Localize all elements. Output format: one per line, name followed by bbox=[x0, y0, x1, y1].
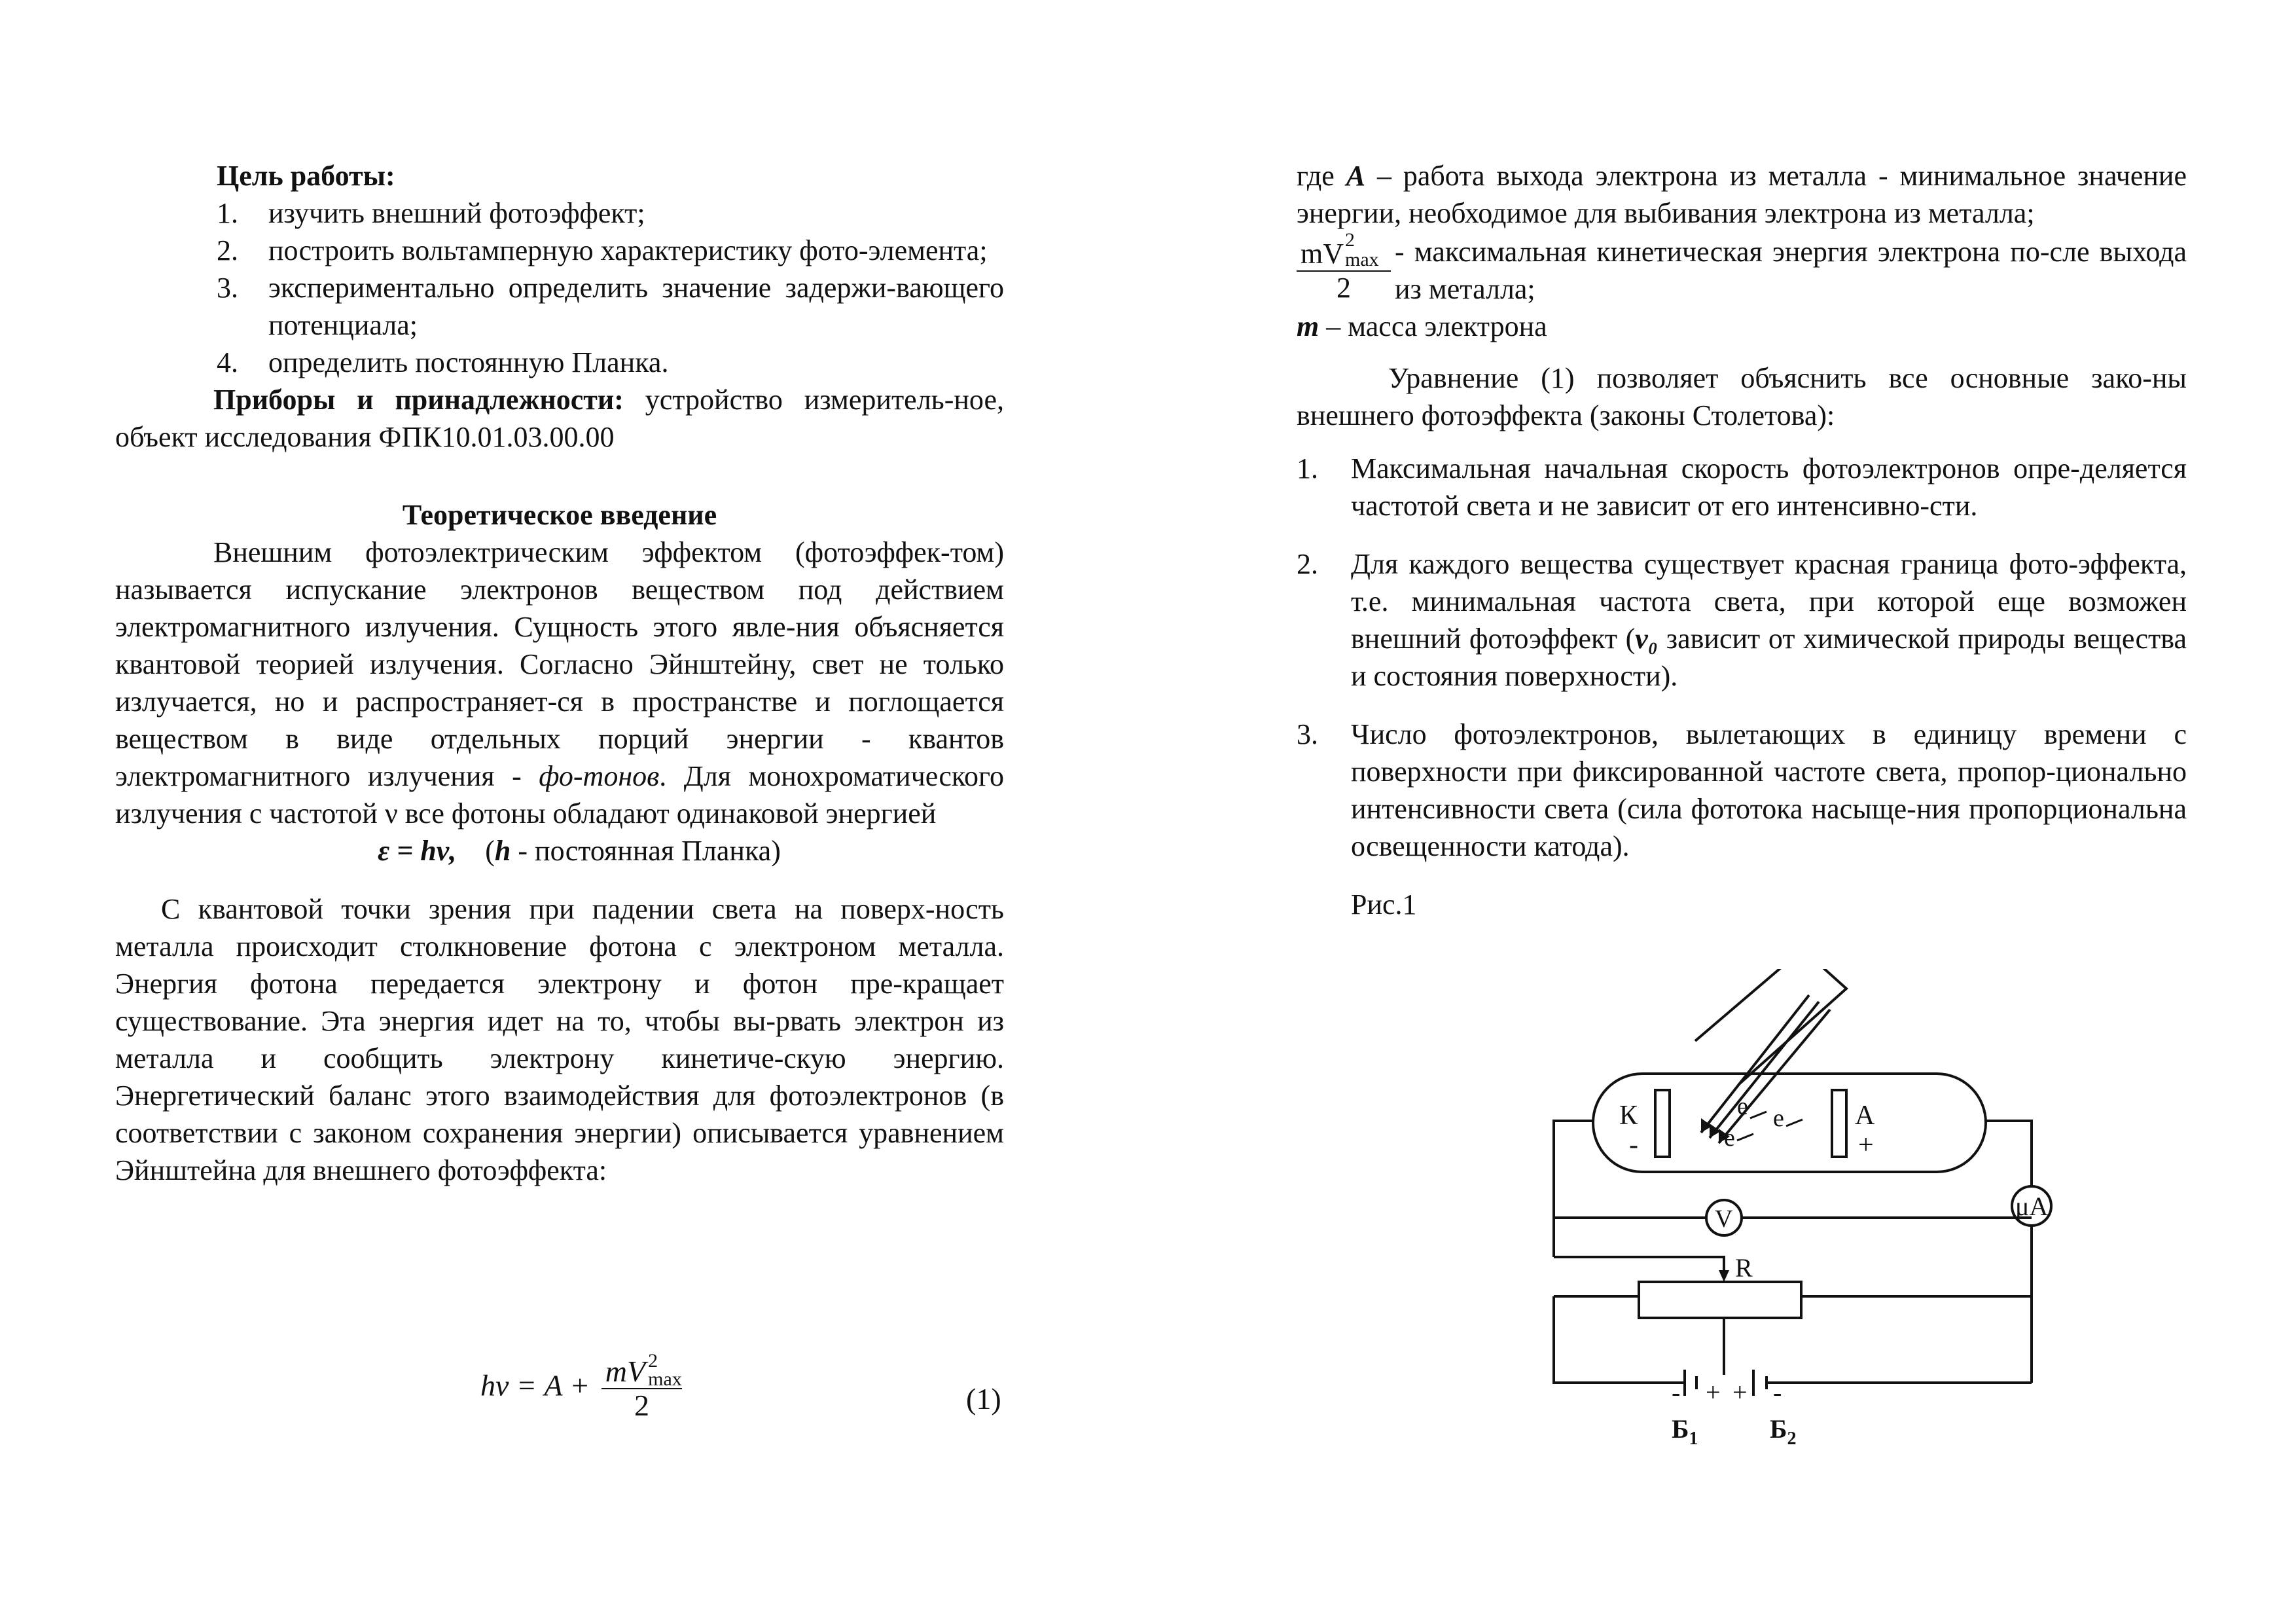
goal-text: экспериментально определить значение задержи-вающего потенциала; bbox=[268, 272, 1004, 341]
rheostat bbox=[1639, 1282, 1801, 1318]
law-number: 1. bbox=[1297, 452, 1318, 484]
mass-paragraph bbox=[1297, 308, 2187, 345]
battery1-minus: - bbox=[1672, 1377, 1681, 1407]
section-title: Теоретическое введение bbox=[402, 499, 717, 531]
list-item bbox=[115, 194, 1004, 232]
photoeffect-circuit-diagram bbox=[1148, 969, 2296, 1480]
law-number: 2. bbox=[1297, 548, 1318, 580]
goal-text: определить постоянную Планка. bbox=[268, 346, 669, 378]
goal-text: изучить внешний фотоэффект; bbox=[268, 197, 645, 229]
fraction-sub: max bbox=[648, 1368, 682, 1390]
eps-formula: ε = hν, bbox=[378, 835, 457, 867]
mass-text: – масса электрона bbox=[1319, 310, 1547, 342]
electron-arrow-icon bbox=[1737, 1134, 1753, 1140]
wire-left-top bbox=[1554, 1121, 1593, 1203]
resistor-label: R bbox=[1735, 1253, 1753, 1283]
electron-arrow-icon bbox=[1786, 1120, 1803, 1126]
law-text-b: зависит от химической природы вещества и состояния поверхности). bbox=[1351, 623, 2187, 692]
kinetic-denominator: 2 bbox=[1336, 271, 1351, 304]
collision-paragraph: С квантовой точки зрения при падении света на поверх-ность металла происходит столкновение фотона с электроном металла. Энергия фотона передается электрону и фотон пре-кращает существование. Эта энергия идет на то, чтобы вы-рвать электрон из металла и сообщить электрону кинетиче-скую энергию. Энергетический баланс этого взаимодействия для фотоэлектронов (в соответствии с законом сохранения энергии) описывается уравнением Эйнштейна для внешнего фотоэффекта: bbox=[115, 893, 1004, 1186]
anode-plate bbox=[1832, 1090, 1846, 1157]
kinetic-mv: mV bbox=[1300, 237, 1344, 270]
battery2-label bbox=[1770, 1414, 1796, 1449]
slider-arrow-icon bbox=[1719, 1270, 1729, 1282]
list-item bbox=[115, 344, 1004, 381]
goal-number: 2. bbox=[217, 234, 238, 266]
list-item bbox=[115, 232, 1004, 269]
goal-heading: Цель работы: bbox=[217, 160, 395, 192]
equipment-text: устройство измеритель-ное, объект исследования ФПК10.01.03.00.00 bbox=[115, 384, 1004, 453]
goal-text: построить вольтамперную характеристику фото-элемента; bbox=[268, 234, 988, 266]
voltmeter-label: V bbox=[1715, 1205, 1733, 1233]
battery2-subscript: 2 bbox=[1787, 1429, 1797, 1449]
battery1-letter: Б bbox=[1672, 1414, 1689, 1444]
anode-sign: + bbox=[1858, 1130, 1874, 1160]
intro-text-cont: . Для монохроматического излучения с частотой ν все фотоны обладают одинаковой энергией bbox=[115, 760, 1004, 830]
photocell-bulb bbox=[1593, 1074, 1986, 1172]
goal-number: 3. bbox=[217, 272, 238, 304]
battery2-minus: - bbox=[1773, 1377, 1782, 1407]
equation-number: (1) bbox=[966, 1382, 1001, 1415]
kinetic-numerator bbox=[1297, 228, 1391, 272]
work-function-symbol: A bbox=[1346, 160, 1366, 192]
photon-energy-formula: ε = hν, (h - постоянная Планка) bbox=[378, 835, 781, 867]
law-text: Максимальная начальная скорость фотоэлектронов опре-деляется частотой света и не зависит от его интенсивно-сти. bbox=[1351, 452, 2187, 522]
battery1-plus: + bbox=[1706, 1377, 1721, 1407]
photons-term: фо-тонов bbox=[539, 760, 660, 792]
battery1-label bbox=[1672, 1414, 1698, 1449]
list-item bbox=[1297, 545, 2187, 695]
law-number: 3. bbox=[1297, 718, 1318, 750]
planck-symbol: h bbox=[494, 835, 511, 867]
kinetic-sub: max bbox=[1345, 248, 1379, 270]
cathode-sign: - bbox=[1629, 1130, 1638, 1160]
kinetic-sup: 2 bbox=[1345, 228, 1355, 251]
einstein-equation bbox=[480, 1350, 686, 1422]
battery2-plus: + bbox=[1732, 1377, 1748, 1407]
goals-list bbox=[115, 194, 1004, 381]
law-text-a: Для каждого вещества существует красная граница фото-эффекта, т.е. минимальная частота света, при которой еще возможен внешний фотоэффект ( bbox=[1351, 548, 2187, 655]
electron-label: e bbox=[1737, 1093, 1748, 1120]
stoletov-intro: Уравнение (1) позволяет объяснить все основные зако-ны внешнего фотоэффекта (законы Столетова): bbox=[1297, 362, 2187, 431]
goal-number: 4. bbox=[217, 346, 238, 378]
red-limit-symbol: ν₀ bbox=[1635, 623, 1659, 655]
fraction-denominator: 2 bbox=[634, 1389, 649, 1422]
wire-slider bbox=[1554, 1257, 1724, 1277]
goal-number: 1. bbox=[217, 197, 238, 229]
microammeter-label: μA bbox=[2015, 1192, 2049, 1221]
wire-right-top bbox=[1986, 1121, 2032, 1186]
kinetic-text: - максимальная кинетическая энергия электрона по-сле выхода из металла; bbox=[1395, 236, 2187, 305]
electron-arrow-icon bbox=[1750, 1112, 1767, 1118]
list-item bbox=[115, 269, 1004, 344]
list-item bbox=[1297, 716, 2187, 865]
electron-label: e bbox=[1724, 1124, 1735, 1152]
planck-note: - постоянная Планка) bbox=[511, 835, 781, 867]
equipment-paragraph bbox=[115, 381, 1004, 456]
equation-lhs: hν = A + bbox=[480, 1368, 590, 1402]
fraction-numerator bbox=[601, 1350, 682, 1390]
work-function-text: – работа выхода электрона из металла - минимальное значение энергии, необходимое для выбивания электрона из металла; bbox=[1297, 160, 2187, 229]
mass-symbol: m bbox=[1297, 310, 1319, 342]
anode-label: А bbox=[1855, 1101, 1875, 1131]
left-column bbox=[115, 157, 1004, 1189]
cathode-plate bbox=[1655, 1090, 1670, 1157]
light-ray bbox=[1701, 995, 1809, 1133]
fraction-sup: 2 bbox=[648, 1350, 658, 1372]
law-text: Число фотоэлектронов, вылетающих в единицу времени с поверхности при фиксированной частоте света, пропор-ционально интенсивности света (сила фототока насыще-ния пропорциональна освещенности катода). bbox=[1351, 718, 2187, 862]
laws-list bbox=[1297, 450, 2187, 865]
light-ray bbox=[1710, 1002, 1819, 1138]
fraction-mv: mV bbox=[605, 1355, 646, 1388]
battery1-subscript: 1 bbox=[1689, 1429, 1698, 1449]
figure-label: Рис.1 bbox=[1351, 888, 1417, 921]
equation-fraction bbox=[601, 1350, 682, 1422]
work-function-paragraph bbox=[1297, 157, 2187, 232]
law-text bbox=[1351, 545, 2187, 695]
right-column bbox=[1297, 157, 2187, 923]
mass-line bbox=[1297, 270, 2187, 308]
intro-text: Внешним фотоэлектрическим эффектом (фотоэффек-том) называется испускание электронов веществом под действием электромагнитного излучения. Сущность этого явле-ния объясняется квантовой теорией излучения. Согласно Эйнштейну, свет не только излучается, но и распространяет-ся в пространстве и поглощается веществом в виде отдельных порций энергии - квантов электромагнитного излучения - bbox=[115, 536, 1004, 792]
equipment-label: Приборы и принадлежности: bbox=[213, 384, 624, 416]
light-tube bbox=[1695, 969, 1846, 1084]
cathode-label: К bbox=[1619, 1101, 1638, 1131]
where-text: где bbox=[1297, 160, 1346, 192]
battery2-letter: Б bbox=[1770, 1414, 1787, 1444]
electron-label: e bbox=[1773, 1104, 1784, 1132]
list-item bbox=[1297, 450, 2187, 524]
intro-paragraph bbox=[115, 534, 1004, 832]
wire-bottom-left bbox=[1554, 1296, 1685, 1383]
